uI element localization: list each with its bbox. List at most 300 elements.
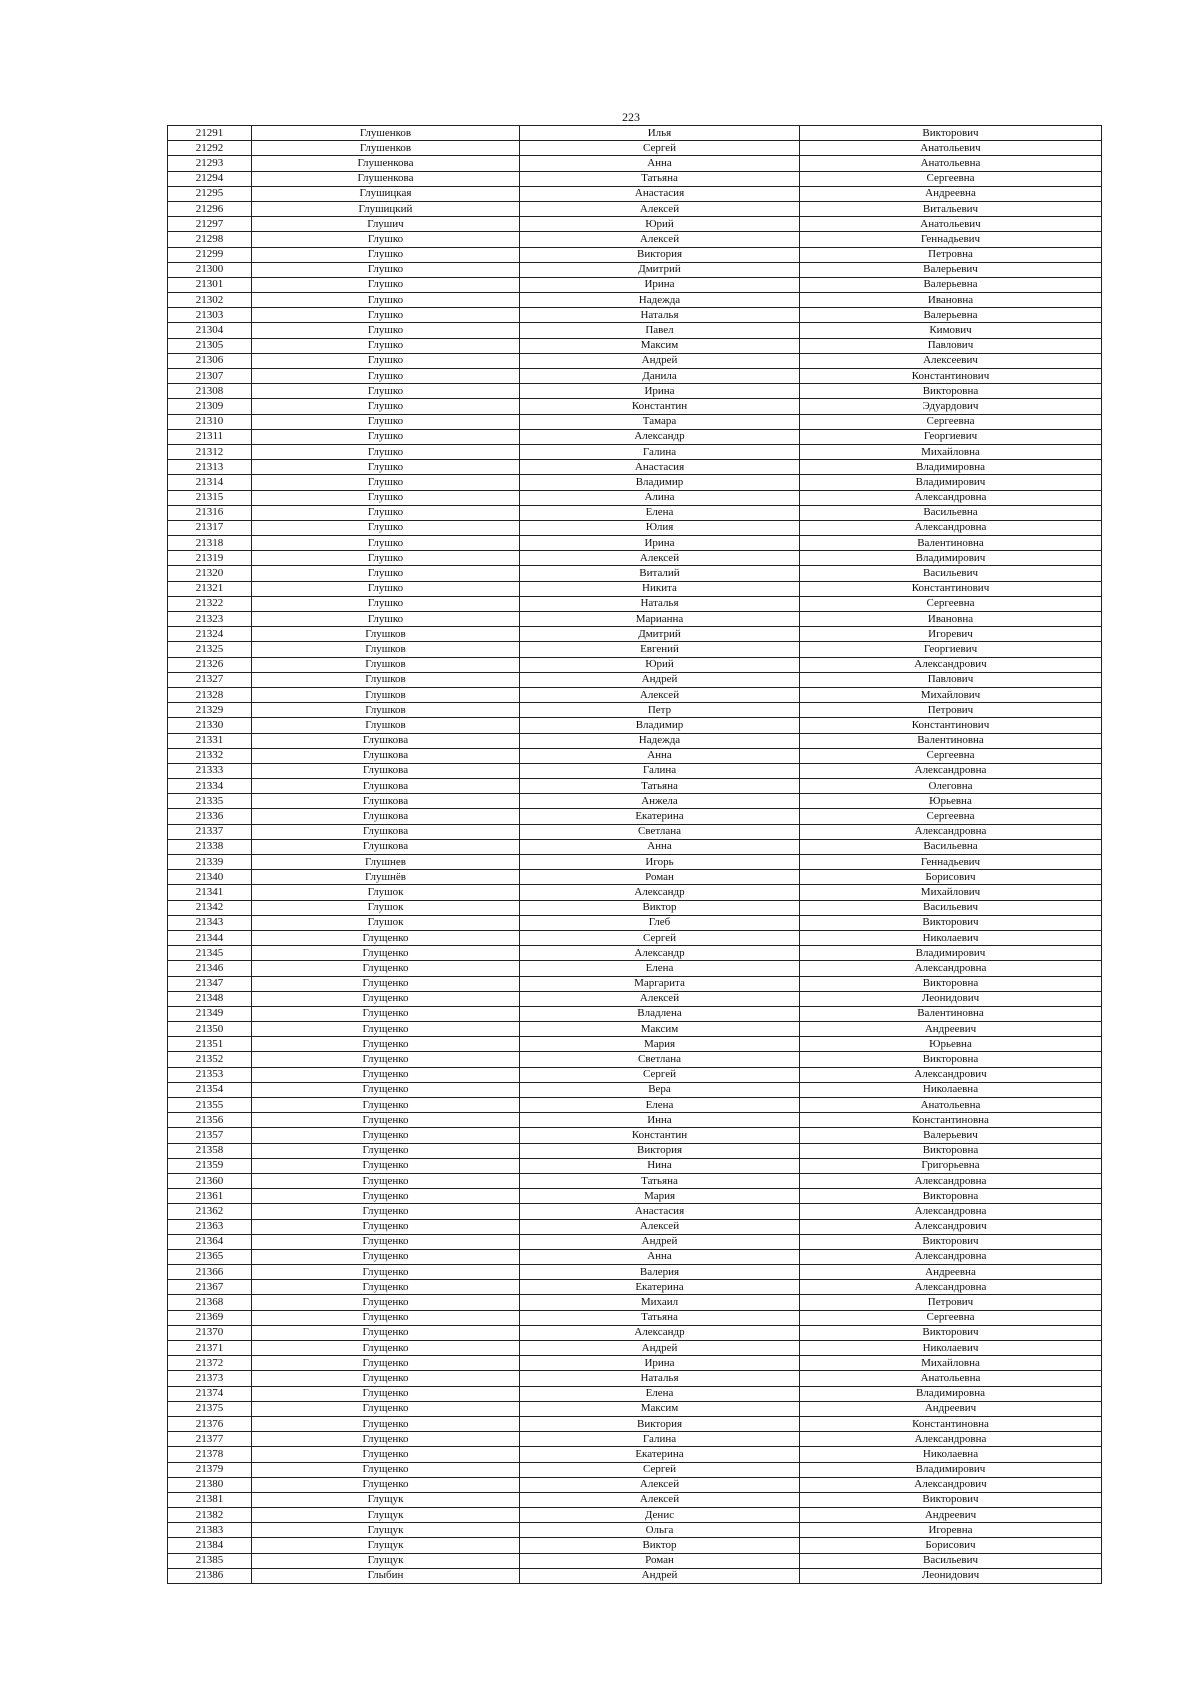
table-row bbox=[168, 733, 1102, 748]
first-name-cell: Юлия bbox=[520, 520, 800, 535]
first-name-cell: Алексей bbox=[520, 1477, 800, 1492]
first-name-cell: Роман bbox=[520, 870, 800, 885]
table-row bbox=[168, 809, 1102, 824]
table-row bbox=[168, 1508, 1102, 1523]
first-name-cell: Екатерина bbox=[520, 1447, 800, 1462]
table-row bbox=[168, 779, 1102, 794]
record-number-cell: 21364 bbox=[168, 1234, 252, 1249]
patronymic-cell: Михайловна bbox=[800, 444, 1102, 459]
record-number-cell: 21305 bbox=[168, 338, 252, 353]
record-number-cell: 21315 bbox=[168, 490, 252, 505]
surname-cell: Глушко bbox=[252, 581, 520, 596]
table-row bbox=[168, 1143, 1102, 1158]
record-number-cell: 21301 bbox=[168, 277, 252, 292]
record-number-cell: 21310 bbox=[168, 414, 252, 429]
record-number-cell: 21358 bbox=[168, 1143, 252, 1158]
first-name-cell: Андрей bbox=[520, 1341, 800, 1356]
patronymic-cell: Сергеевна bbox=[800, 596, 1102, 611]
table-row bbox=[168, 1523, 1102, 1538]
surname-cell: Глушко bbox=[252, 520, 520, 535]
table-row bbox=[168, 1295, 1102, 1310]
first-name-cell: Анна bbox=[520, 748, 800, 763]
record-number-cell: 21292 bbox=[168, 141, 252, 156]
record-number-cell: 21343 bbox=[168, 915, 252, 930]
table-row bbox=[168, 1341, 1102, 1356]
record-number-cell: 21361 bbox=[168, 1189, 252, 1204]
patronymic-cell: Георгиевич bbox=[800, 429, 1102, 444]
first-name-cell: Анжела bbox=[520, 794, 800, 809]
first-name-cell: Андрей bbox=[520, 1568, 800, 1583]
patronymic-cell: Ивановна bbox=[800, 293, 1102, 308]
patronymic-cell: Николаевна bbox=[800, 1447, 1102, 1462]
first-name-cell: Анастасия bbox=[520, 186, 800, 201]
first-name-cell: Виктория bbox=[520, 247, 800, 262]
table-row bbox=[168, 262, 1102, 277]
surname-cell: Глущенко bbox=[252, 1022, 520, 1037]
surname-cell: Глыбин bbox=[252, 1568, 520, 1583]
patronymic-cell: Анатольевна bbox=[800, 156, 1102, 171]
patronymic-cell: Леонидович bbox=[800, 1568, 1102, 1583]
record-number-cell: 21347 bbox=[168, 976, 252, 991]
table-row bbox=[168, 566, 1102, 581]
surname-cell: Глущенко bbox=[252, 1356, 520, 1371]
first-name-cell: Юрий bbox=[520, 657, 800, 672]
record-number-cell: 21334 bbox=[168, 779, 252, 794]
patronymic-cell: Сергеевна bbox=[800, 809, 1102, 824]
patronymic-cell: Петровна bbox=[800, 247, 1102, 262]
first-name-cell: Ирина bbox=[520, 384, 800, 399]
table-row bbox=[168, 763, 1102, 778]
surname-cell: Глушко bbox=[252, 429, 520, 444]
surname-cell: Глущенко bbox=[252, 1219, 520, 1234]
first-name-cell: Алексей bbox=[520, 232, 800, 247]
first-name-cell: Елена bbox=[520, 961, 800, 976]
table-row bbox=[168, 885, 1102, 900]
patronymic-cell: Викторовна bbox=[800, 1143, 1102, 1158]
first-name-cell: Ирина bbox=[520, 277, 800, 292]
patronymic-cell: Викторович bbox=[800, 1492, 1102, 1507]
surname-cell: Глущенко bbox=[252, 1371, 520, 1386]
surname-cell: Глушицкий bbox=[252, 201, 520, 216]
record-number-cell: 21311 bbox=[168, 429, 252, 444]
patronymic-cell: Андреевна bbox=[800, 186, 1102, 201]
first-name-cell: Сергей bbox=[520, 1462, 800, 1477]
surname-cell: Глущенко bbox=[252, 1113, 520, 1128]
patronymic-cell: Васильевич bbox=[800, 566, 1102, 581]
table-row bbox=[168, 156, 1102, 171]
record-number-cell: 21291 bbox=[168, 126, 252, 141]
record-number-cell: 21319 bbox=[168, 551, 252, 566]
table-row bbox=[168, 1568, 1102, 1583]
surname-cell: Глущенко bbox=[252, 1082, 520, 1097]
record-number-cell: 21297 bbox=[168, 217, 252, 232]
patronymic-cell: Васильевна bbox=[800, 505, 1102, 520]
table-row bbox=[168, 1022, 1102, 1037]
table-row bbox=[168, 1280, 1102, 1295]
record-number-cell: 21356 bbox=[168, 1113, 252, 1128]
first-name-cell: Алина bbox=[520, 490, 800, 505]
table-row bbox=[168, 369, 1102, 384]
patronymic-cell: Геннадьевич bbox=[800, 855, 1102, 870]
first-name-cell: Ирина bbox=[520, 536, 800, 551]
surname-cell: Глущенко bbox=[252, 1067, 520, 1082]
table-row bbox=[168, 794, 1102, 809]
record-number-cell: 21332 bbox=[168, 748, 252, 763]
table-row bbox=[168, 293, 1102, 308]
first-name-cell: Галина bbox=[520, 1432, 800, 1447]
first-name-cell: Наталья bbox=[520, 308, 800, 323]
first-name-cell: Михаил bbox=[520, 1295, 800, 1310]
record-number-cell: 21374 bbox=[168, 1386, 252, 1401]
record-number-cell: 21316 bbox=[168, 505, 252, 520]
record-number-cell: 21350 bbox=[168, 1022, 252, 1037]
record-number-cell: 21336 bbox=[168, 809, 252, 824]
patronymic-cell: Ивановна bbox=[800, 612, 1102, 627]
first-name-cell: Андрей bbox=[520, 1234, 800, 1249]
first-name-cell: Максим bbox=[520, 1401, 800, 1416]
surname-cell: Глушкова bbox=[252, 809, 520, 824]
first-name-cell: Виталий bbox=[520, 566, 800, 581]
table-row bbox=[168, 323, 1102, 338]
table-row bbox=[168, 414, 1102, 429]
first-name-cell: Виктория bbox=[520, 1416, 800, 1431]
surname-cell: Глущенко bbox=[252, 1295, 520, 1310]
record-number-cell: 21314 bbox=[168, 475, 252, 490]
table-row bbox=[168, 991, 1102, 1006]
patronymic-cell: Владимировна bbox=[800, 460, 1102, 475]
surname-cell: Глушко bbox=[252, 460, 520, 475]
surname-cell: Глушко bbox=[252, 293, 520, 308]
patronymic-cell: Александровна bbox=[800, 763, 1102, 778]
record-number-cell: 21299 bbox=[168, 247, 252, 262]
patronymic-cell: Александрович bbox=[800, 1477, 1102, 1492]
record-number-cell: 21371 bbox=[168, 1341, 252, 1356]
surname-cell: Глущенко bbox=[252, 1204, 520, 1219]
first-name-cell: Александр bbox=[520, 885, 800, 900]
surname-cell: Глушко bbox=[252, 551, 520, 566]
patronymic-cell: Александровна bbox=[800, 1249, 1102, 1264]
surname-cell: Глушко bbox=[252, 505, 520, 520]
first-name-cell: Александр bbox=[520, 946, 800, 961]
patronymic-cell: Александровна bbox=[800, 520, 1102, 535]
record-number-cell: 21385 bbox=[168, 1553, 252, 1568]
surname-cell: Глущенко bbox=[252, 1265, 520, 1280]
surname-cell: Глущенко bbox=[252, 1128, 520, 1143]
table-row bbox=[168, 126, 1102, 141]
surname-cell: Глущенко bbox=[252, 1098, 520, 1113]
record-number-cell: 21370 bbox=[168, 1325, 252, 1340]
first-name-cell: Петр bbox=[520, 703, 800, 718]
patronymic-cell: Николаевич bbox=[800, 1341, 1102, 1356]
table-row bbox=[168, 657, 1102, 672]
first-name-cell: Глеб bbox=[520, 915, 800, 930]
table-row bbox=[168, 687, 1102, 702]
surname-cell: Глущенко bbox=[252, 1447, 520, 1462]
surname-cell: Глушкова bbox=[252, 763, 520, 778]
table-row bbox=[168, 718, 1102, 733]
surname-cell: Глущук bbox=[252, 1508, 520, 1523]
patronymic-cell: Валерьевна bbox=[800, 277, 1102, 292]
patronymic-cell: Валерьевна bbox=[800, 308, 1102, 323]
patronymic-cell: Константиновна bbox=[800, 1416, 1102, 1431]
patronymic-cell: Михайловна bbox=[800, 1356, 1102, 1371]
record-number-cell: 21367 bbox=[168, 1280, 252, 1295]
surname-cell: Глушицкая bbox=[252, 186, 520, 201]
first-name-cell: Валерия bbox=[520, 1265, 800, 1280]
surname-cell: Глушко bbox=[252, 444, 520, 459]
first-name-cell: Павел bbox=[520, 323, 800, 338]
patronymic-cell: Андреевна bbox=[800, 1265, 1102, 1280]
record-number-cell: 21372 bbox=[168, 1356, 252, 1371]
surname-cell: Глушко bbox=[252, 308, 520, 323]
table-row bbox=[168, 1492, 1102, 1507]
first-name-cell: Алексей bbox=[520, 1492, 800, 1507]
patronymic-cell: Викторович bbox=[800, 915, 1102, 930]
first-name-cell: Екатерина bbox=[520, 1280, 800, 1295]
first-name-cell: Елена bbox=[520, 1098, 800, 1113]
first-name-cell: Галина bbox=[520, 444, 800, 459]
first-name-cell: Галина bbox=[520, 763, 800, 778]
table-row bbox=[168, 1462, 1102, 1477]
record-number-cell: 21306 bbox=[168, 353, 252, 368]
record-number-cell: 21360 bbox=[168, 1173, 252, 1188]
patronymic-cell: Петрович bbox=[800, 703, 1102, 718]
surname-cell: Глушко bbox=[252, 232, 520, 247]
record-number-cell: 21373 bbox=[168, 1371, 252, 1386]
table-row bbox=[168, 247, 1102, 262]
table-row bbox=[168, 855, 1102, 870]
table-row bbox=[168, 870, 1102, 885]
first-name-cell: Светлана bbox=[520, 824, 800, 839]
patronymic-cell: Викторовна bbox=[800, 976, 1102, 991]
first-name-cell: Игорь bbox=[520, 855, 800, 870]
first-name-cell: Марианна bbox=[520, 612, 800, 627]
patronymic-cell: Валерьевич bbox=[800, 1128, 1102, 1143]
patronymic-cell: Константинович bbox=[800, 369, 1102, 384]
table-row bbox=[168, 1477, 1102, 1492]
table-row bbox=[168, 141, 1102, 156]
patronymic-cell: Александровна bbox=[800, 961, 1102, 976]
patronymic-cell: Владимирович bbox=[800, 551, 1102, 566]
record-number-cell: 21333 bbox=[168, 763, 252, 778]
name-list-body bbox=[168, 126, 1102, 1584]
record-number-cell: 21317 bbox=[168, 520, 252, 535]
record-number-cell: 21304 bbox=[168, 323, 252, 338]
record-number-cell: 21321 bbox=[168, 581, 252, 596]
table-row bbox=[168, 1082, 1102, 1097]
first-name-cell: Инна bbox=[520, 1113, 800, 1128]
surname-cell: Глущенко bbox=[252, 1173, 520, 1188]
surname-cell: Глушко bbox=[252, 536, 520, 551]
record-number-cell: 21330 bbox=[168, 718, 252, 733]
table-row bbox=[168, 353, 1102, 368]
table-row bbox=[168, 930, 1102, 945]
record-number-cell: 21340 bbox=[168, 870, 252, 885]
patronymic-cell: Витальевич bbox=[800, 201, 1102, 216]
record-number-cell: 21296 bbox=[168, 201, 252, 216]
name-list-table bbox=[167, 125, 1102, 1584]
surname-cell: Глущенко bbox=[252, 1386, 520, 1401]
patronymic-cell: Васильевич bbox=[800, 1553, 1102, 1568]
surname-cell: Глушко bbox=[252, 399, 520, 414]
surname-cell: Глушнев bbox=[252, 855, 520, 870]
table-row bbox=[168, 505, 1102, 520]
table-row bbox=[168, 551, 1102, 566]
surname-cell: Глущенко bbox=[252, 1401, 520, 1416]
table-row bbox=[168, 171, 1102, 186]
first-name-cell: Наталья bbox=[520, 596, 800, 611]
record-number-cell: 21351 bbox=[168, 1037, 252, 1052]
patronymic-cell: Михайлович bbox=[800, 885, 1102, 900]
surname-cell: Глущенко bbox=[252, 930, 520, 945]
first-name-cell: Владимир bbox=[520, 718, 800, 733]
first-name-cell: Евгений bbox=[520, 642, 800, 657]
table-row bbox=[168, 490, 1102, 505]
record-number-cell: 21326 bbox=[168, 657, 252, 672]
record-number-cell: 21307 bbox=[168, 369, 252, 384]
table-row bbox=[168, 976, 1102, 991]
patronymic-cell: Александровна bbox=[800, 1173, 1102, 1188]
first-name-cell: Владимир bbox=[520, 475, 800, 490]
table-row bbox=[168, 1265, 1102, 1280]
surname-cell: Глушков bbox=[252, 718, 520, 733]
table-row bbox=[168, 1416, 1102, 1431]
table-row bbox=[168, 596, 1102, 611]
patronymic-cell: Анатольевич bbox=[800, 217, 1102, 232]
page-number: 223 bbox=[622, 110, 640, 124]
surname-cell: Глущенко bbox=[252, 1234, 520, 1249]
first-name-cell: Дмитрий bbox=[520, 627, 800, 642]
patronymic-cell: Валентиновна bbox=[800, 536, 1102, 551]
patronymic-cell: Олеговна bbox=[800, 779, 1102, 794]
patronymic-cell: Юрьевна bbox=[800, 794, 1102, 809]
record-number-cell: 21359 bbox=[168, 1158, 252, 1173]
table-row bbox=[168, 642, 1102, 657]
surname-cell: Глущенко bbox=[252, 1432, 520, 1447]
first-name-cell: Елена bbox=[520, 505, 800, 520]
table-row bbox=[168, 627, 1102, 642]
surname-cell: Глушко bbox=[252, 596, 520, 611]
patronymic-cell: Константинович bbox=[800, 581, 1102, 596]
surname-cell: Глущенко bbox=[252, 1006, 520, 1021]
surname-cell: Глушко bbox=[252, 247, 520, 262]
first-name-cell: Нина bbox=[520, 1158, 800, 1173]
record-number-cell: 21363 bbox=[168, 1219, 252, 1234]
first-name-cell: Александр bbox=[520, 429, 800, 444]
surname-cell: Глушко bbox=[252, 414, 520, 429]
surname-cell: Глушич bbox=[252, 217, 520, 232]
record-number-cell: 21324 bbox=[168, 627, 252, 642]
patronymic-cell: Андреевич bbox=[800, 1401, 1102, 1416]
patronymic-cell: Сергеевна bbox=[800, 748, 1102, 763]
record-number-cell: 21312 bbox=[168, 444, 252, 459]
patronymic-cell: Александровна bbox=[800, 824, 1102, 839]
patronymic-cell: Константиновна bbox=[800, 1113, 1102, 1128]
record-number-cell: 21338 bbox=[168, 839, 252, 854]
table-row bbox=[168, 1067, 1102, 1082]
first-name-cell: Виктор bbox=[520, 1538, 800, 1553]
patronymic-cell: Сергеевна bbox=[800, 414, 1102, 429]
record-number-cell: 21294 bbox=[168, 171, 252, 186]
patronymic-cell: Николаевна bbox=[800, 1082, 1102, 1097]
patronymic-cell: Алексеевич bbox=[800, 353, 1102, 368]
record-number-cell: 21339 bbox=[168, 855, 252, 870]
record-number-cell: 21377 bbox=[168, 1432, 252, 1447]
surname-cell: Глушков bbox=[252, 642, 520, 657]
table-row bbox=[168, 946, 1102, 961]
table-row bbox=[168, 201, 1102, 216]
table-row bbox=[168, 1249, 1102, 1264]
surname-cell: Глущенко bbox=[252, 1189, 520, 1204]
record-number-cell: 21348 bbox=[168, 991, 252, 1006]
first-name-cell: Светлана bbox=[520, 1052, 800, 1067]
first-name-cell: Алексей bbox=[520, 201, 800, 216]
record-number-cell: 21354 bbox=[168, 1082, 252, 1097]
first-name-cell: Андрей bbox=[520, 672, 800, 687]
table-row bbox=[168, 232, 1102, 247]
patronymic-cell: Павлович bbox=[800, 672, 1102, 687]
table-row bbox=[168, 1553, 1102, 1568]
patronymic-cell: Анатольевич bbox=[800, 141, 1102, 156]
surname-cell: Глушкова bbox=[252, 794, 520, 809]
patronymic-cell: Юрьевна bbox=[800, 1037, 1102, 1052]
surname-cell: Глущенко bbox=[252, 1325, 520, 1340]
first-name-cell: Мария bbox=[520, 1189, 800, 1204]
patronymic-cell: Петрович bbox=[800, 1295, 1102, 1310]
patronymic-cell: Геннадьевич bbox=[800, 232, 1102, 247]
record-number-cell: 21342 bbox=[168, 900, 252, 915]
patronymic-cell: Валентиновна bbox=[800, 733, 1102, 748]
first-name-cell: Алексей bbox=[520, 687, 800, 702]
patronymic-cell: Викторович bbox=[800, 126, 1102, 141]
record-number-cell: 21369 bbox=[168, 1310, 252, 1325]
record-number-cell: 21328 bbox=[168, 687, 252, 702]
first-name-cell: Татьяна bbox=[520, 779, 800, 794]
surname-cell: Глущенко bbox=[252, 991, 520, 1006]
surname-cell: Глушко bbox=[252, 490, 520, 505]
surname-cell: Глушков bbox=[252, 657, 520, 672]
patronymic-cell: Александрович bbox=[800, 1067, 1102, 1082]
record-number-cell: 21344 bbox=[168, 930, 252, 945]
first-name-cell: Наталья bbox=[520, 1371, 800, 1386]
patronymic-cell: Сергеевна bbox=[800, 1310, 1102, 1325]
first-name-cell: Анна bbox=[520, 839, 800, 854]
surname-cell: Глушенкова bbox=[252, 156, 520, 171]
table-row bbox=[168, 1447, 1102, 1462]
table-row bbox=[168, 672, 1102, 687]
record-number-cell: 21376 bbox=[168, 1416, 252, 1431]
patronymic-cell: Анатольевна bbox=[800, 1371, 1102, 1386]
record-number-cell: 21349 bbox=[168, 1006, 252, 1021]
table-row bbox=[168, 308, 1102, 323]
record-number-cell: 21309 bbox=[168, 399, 252, 414]
record-number-cell: 21386 bbox=[168, 1568, 252, 1583]
surname-cell: Глушенков bbox=[252, 141, 520, 156]
record-number-cell: 21357 bbox=[168, 1128, 252, 1143]
patronymic-cell: Михайлович bbox=[800, 687, 1102, 702]
surname-cell: Глушкова bbox=[252, 779, 520, 794]
record-number-cell: 21366 bbox=[168, 1265, 252, 1280]
table-row bbox=[168, 1173, 1102, 1188]
table-row bbox=[168, 748, 1102, 763]
first-name-cell: Сергей bbox=[520, 1067, 800, 1082]
first-name-cell: Татьяна bbox=[520, 171, 800, 186]
record-number-cell: 21379 bbox=[168, 1462, 252, 1477]
record-number-cell: 21352 bbox=[168, 1052, 252, 1067]
surname-cell: Глушко bbox=[252, 338, 520, 353]
surname-cell: Глущук bbox=[252, 1538, 520, 1553]
patronymic-cell: Эдуардович bbox=[800, 399, 1102, 414]
